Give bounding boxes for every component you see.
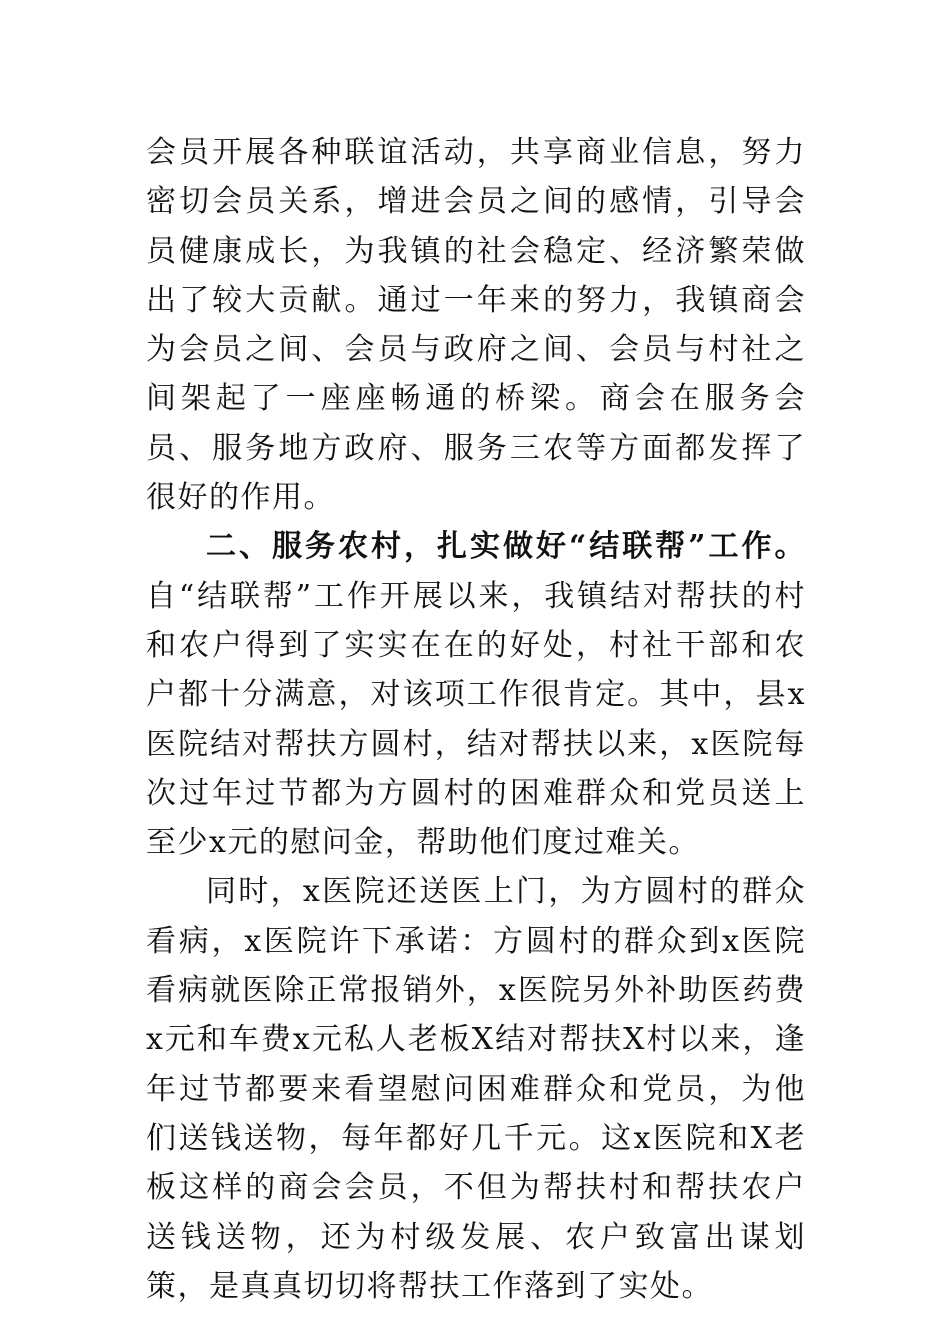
paragraph-text: 自“结联帮”工作开展以来，我镇结对帮扶的村和农户得到了实实在在的好处，村社干部和农户都十分满意，对该项工作很肯定。其中，县x医院结对帮扶方圆村，结对帮扶以来，x医院每次过年过节都为方圆村的困难群众和党员送上至少x元的慰问金，帮助他们度过难关。 [146, 578, 806, 861]
document-body [146, 128, 806, 1311]
paragraph-text: 会员开展各种联谊活动，共享商业信息，努力密切会员关系，增进会员之间的感情，引导会员健康成长，为我镇的社会稳定、经济繁荣做出了较大贡献。通过一年来的努力，我镇商会为会员之间、会员与政府之间、会员与村社之间架起了一座座畅通的桥梁。商会在服务会员、服务地方政府、服务三农等方面都发挥了很好的作用。 [146, 135, 806, 516]
paragraph-text: 同时，x医院还送医上门，为方圆村的群众看病，x医院许下承诺：方圆村的群众到x医院看病就医除正常报销外，x医院另外补助医药费x元和车费x元私人老板X结对帮扶X村以来，逢年过节都要来看望慰问困难群众和党员，为他们送钱送物，每年都好几千元。这x医院和X老板这样的商会会员，不但为帮扶村和帮扶农户送钱送物，还为村级发展、农户致富出谋划策，是真真切切将帮扶工作落到了实处。 [146, 874, 806, 1304]
paragraph-commerce-chamber [146, 128, 806, 522]
section-heading: 二、服务农村，扎实做好“结联帮”工作。 [206, 529, 806, 565]
paragraph-rural-service [146, 522, 806, 867]
paragraph-hospital-support [146, 867, 806, 1311]
